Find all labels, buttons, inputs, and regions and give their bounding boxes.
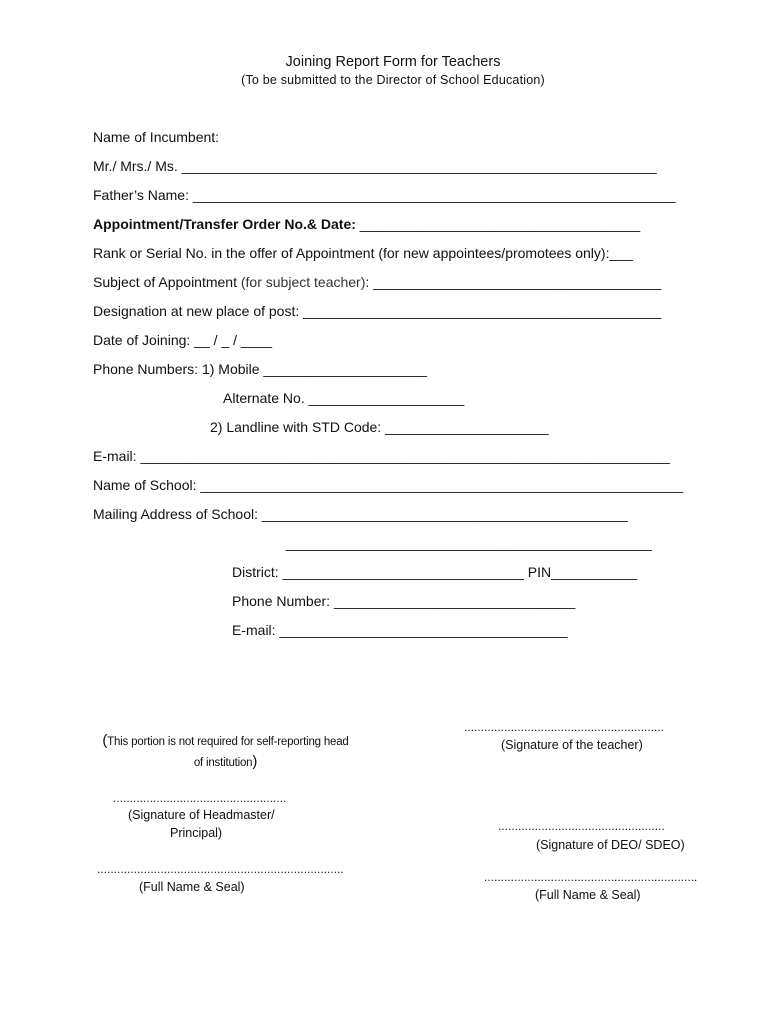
note-close-paren: ) (252, 753, 258, 770)
mailing-address-line-2: _______________________________________________ (286, 535, 652, 551)
name-of-incumbent-label: Name of Incumbent: (93, 129, 220, 145)
teacher-signature-line: ............................................................ (464, 720, 665, 734)
note-open-paren: ( (102, 732, 108, 749)
rank-serial-field: Rank or Serial No. in the offer of Appointment (for new appointees/promotees only):___ (93, 245, 633, 261)
note-line-2: of institution (193, 757, 253, 769)
form-subtitle: (To be submitted to the Director of School Education) (241, 73, 545, 87)
email-field: E-mail: ____________________________________________________________________ (93, 448, 670, 464)
self-reporting-note (88, 731, 363, 773)
appointment-order-label: Appointment/Transfer Order No.& Date: (93, 216, 356, 232)
full-name-seal-line-left: .......................................................................... (97, 862, 344, 876)
teacher-signature-label: (Signature of the teacher) (501, 738, 643, 752)
landline-field: 2) Landline with STD Code: _____________________ (210, 419, 549, 435)
school-phone-field: Phone Number: _______________________________ (232, 593, 576, 609)
mailing-address-field: Mailing Address of School: _______________________________________________ (93, 506, 628, 522)
subject-field (93, 274, 661, 290)
form-title: Joining Report Form for Teachers (285, 54, 501, 70)
full-name-seal-line-right: ................................................................ (484, 870, 698, 884)
date-of-joining-field: Date of Joining: __ / _ / ____ (93, 332, 273, 348)
appointment-order-line: ____________________________________ (355, 216, 641, 232)
subject-label: Subject of Appointment (93, 274, 241, 290)
name-field: Mr./ Mrs./ Ms. _____________________________________________________________ (93, 158, 657, 174)
full-name-seal-label-left: (Full Name & Seal) (139, 880, 245, 894)
subject-hint: (for subject teacher) (240, 274, 366, 290)
deo-signature-label: (Signature of DEO/ SDEO) (536, 838, 685, 852)
school-email-field: E-mail: _____________________________________ (232, 622, 568, 638)
principal-label: Principal) (170, 826, 223, 840)
school-name-field: Name of School: ______________________________________________________________ (93, 477, 684, 493)
phone-mobile-field: Phone Numbers: 1) Mobile _____________________ (93, 361, 427, 377)
headmaster-signature-label: (Signature of Headmaster/ (128, 808, 275, 822)
full-name-seal-label-right: (Full Name & Seal) (535, 888, 641, 902)
headmaster-signature-line: .................................................... (113, 791, 287, 805)
appointment-order-field (93, 216, 640, 232)
note-line-1: This portion is not required for self-reporting head (107, 736, 349, 748)
designation-field: Designation at new place of post: ______________________________________________ (93, 303, 662, 319)
fathers-name-field: Father’s Name: ______________________________________________________________ (93, 187, 676, 203)
alternate-number-field: Alternate No. ____________________ (223, 390, 465, 406)
district-pin-field: District: _______________________________ PIN___________ (232, 564, 637, 580)
deo-signature-line: .................................................. (498, 819, 665, 833)
subject-line: : _____________________________________ (365, 274, 662, 290)
